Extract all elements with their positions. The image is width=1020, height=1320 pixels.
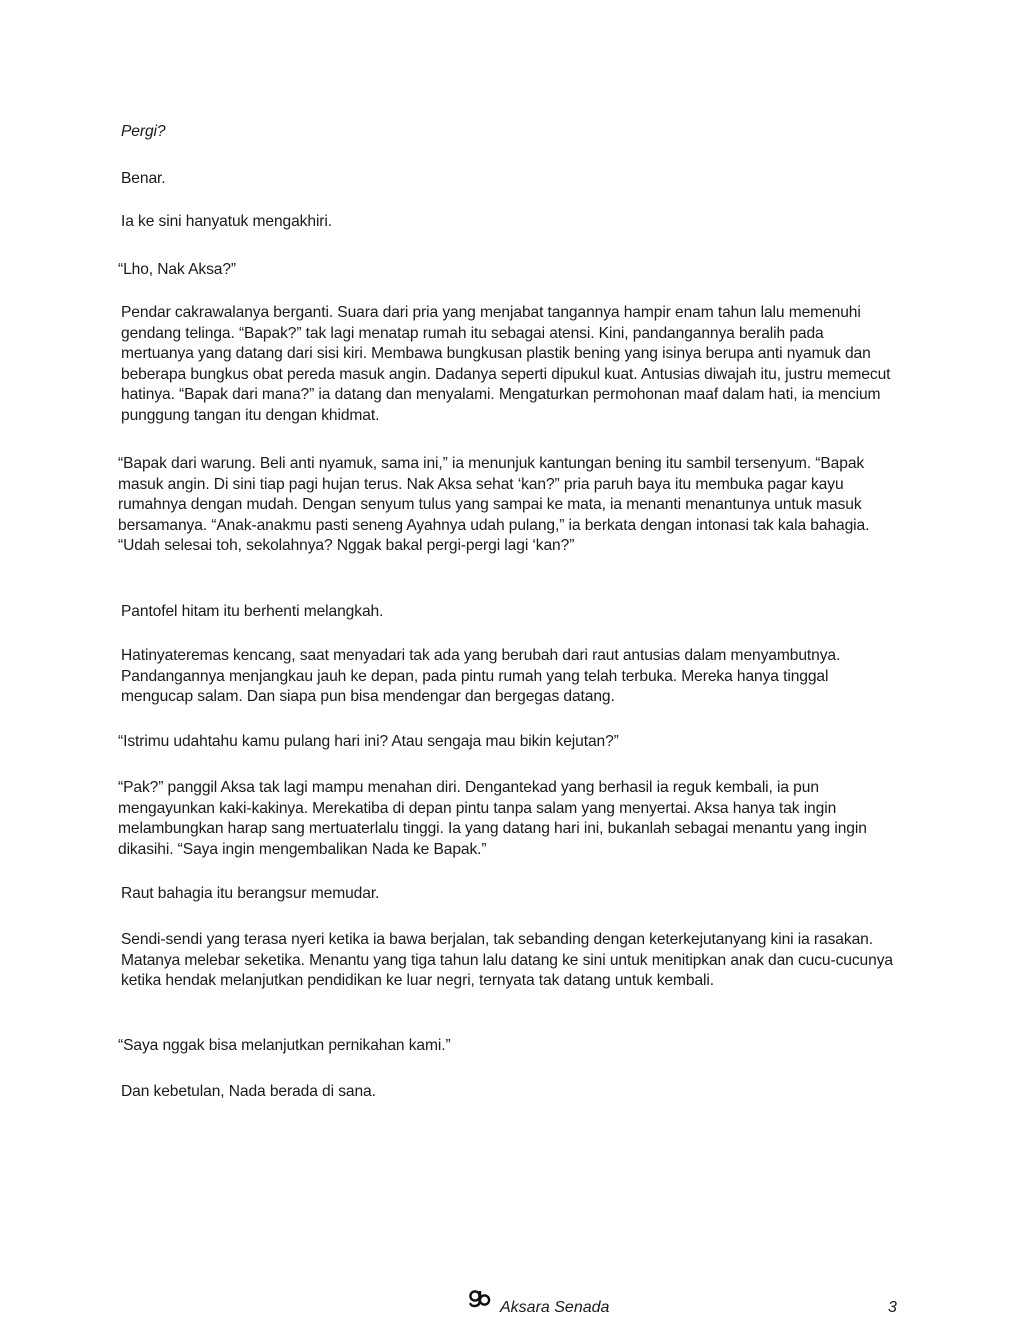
footer-page-number: 3 bbox=[888, 1299, 897, 1316]
paragraph-bapak-dari-warung: “Bapak dari warung. Beli anti nyamuk, sama ini,” ia menunjuk kantungan bening itu sambil tersenyum. “Bapak masuk angin. Di sini tiap pagi hujan terus. Nak Aksa sehat ‘kan?” pria paruh baya itu membuka pagar kayu rumahnya dengan mudah. Dengan senyum tulus yang sampai ke mata, ia menanti menantunya untuk masuk bersamanya. “Anak-anakmu pasti seneng Ayahnya udah pulang,” ia berkata dengan intonasi tak kala bahagia. “Udah selesai toh, sekolahnya? Nggak bakal pergi-pergi lagi ‘kan?” bbox=[118, 455, 870, 554]
paragraph-pendar-cakrawala: Pendar cakrawalanya berganti. Suara dari pria yang menjabat tangannya hampir enam tahun lalu memenuhi gendang telinga. “Bapak?” tak lagi menatap rumah itu sebagai atensi. Kini, pandangannya beralih pada mertuanya yang datang dari sisi kiri. Membawa bungkusan plastik bening yang isinya berupa anti nyamuk dan beberapa bungkus obat pereda masuk angin. Dadanya seperti dipukul kuat. Antusias diwajah itu, justru memecut hatinya. “Bapak dari mana?” ia datang dan menyalami. Mengaturkan permohonan maaf dalam hati, ia mencium punggung tangan itu dengan khidmat. bbox=[121, 304, 891, 424]
paragraph-lho-nak-aksa: “Lho, Nak Aksa?” bbox=[118, 261, 237, 278]
paragraph-mengakhiri: Ia ke sini hanyatuk mengakhiri. bbox=[121, 213, 332, 230]
footer-book-title: Aksara Senada bbox=[500, 1299, 610, 1316]
paragraph-hatinya-teremas: Hatinyateremas kencang, saat menyadari tak ada yang berubah dari raut antusias dalam menyambutnya. Pandangannya menjangkau jauh ke depan, pada pintu rumah yang telah terbuka. Mereka hanya tinggal mengucap salam. Dan siapa pun bisa mendengar dan bergegas datang. bbox=[121, 647, 841, 705]
paragraph-pak-panggil-aksa: “Pak?” panggil Aksa tak lagi mampu menahan diri. Dengantekad yang berhasil ia reguk kembali, ia pun mengayunkan kaki-kakinya. Merekatiba di depan pintu tanpa salam yang menyertai. Aksa hanya tak ingin melambungkan harap sang mertuaterlalu tinggi. Ia yang datang hari ini, bukanlah sebagai menantu yang ingin dikasihi. “Saya ingin mengembalikan Nada ke Bapak.” bbox=[118, 779, 867, 858]
paragraph-istrimu: “Istrimu udahtahu kamu pulang hari ini? Atau sengaja mau bikin kejutan?” bbox=[118, 733, 619, 750]
paragraph-benar: Benar. bbox=[121, 170, 166, 187]
paragraph-kebetulan-nada: Dan kebetulan, Nada berada di sana. bbox=[121, 1083, 376, 1100]
paragraph-saya-nggak-bisa: “Saya nggak bisa melanjutkan pernikahan kami.” bbox=[118, 1037, 451, 1054]
paragraph-pergi: Pergi? bbox=[121, 123, 166, 140]
paragraph-sendi-sendi: Sendi-sendi yang terasa nyeri ketika ia bawa berjalan, tak sebanding dengan keterkejutanyang kini ia rasakan. Matanya melebar seketika. Menantu yang tiga tahun lalu datang ke sini untuk menitipkan anak dan cucu-cucunya ketika hendak melanjutkan pendidikan ke luar negri, ternyata tak datang untuk kembali. bbox=[121, 931, 893, 989]
paragraph-raut-bahagia: Raut bahagia itu berangsur memudar. bbox=[121, 885, 380, 902]
gb-logo-icon bbox=[469, 1289, 491, 1309]
paragraph-pantofel: Pantofel hitam itu berhenti melangkah. bbox=[121, 603, 384, 620]
